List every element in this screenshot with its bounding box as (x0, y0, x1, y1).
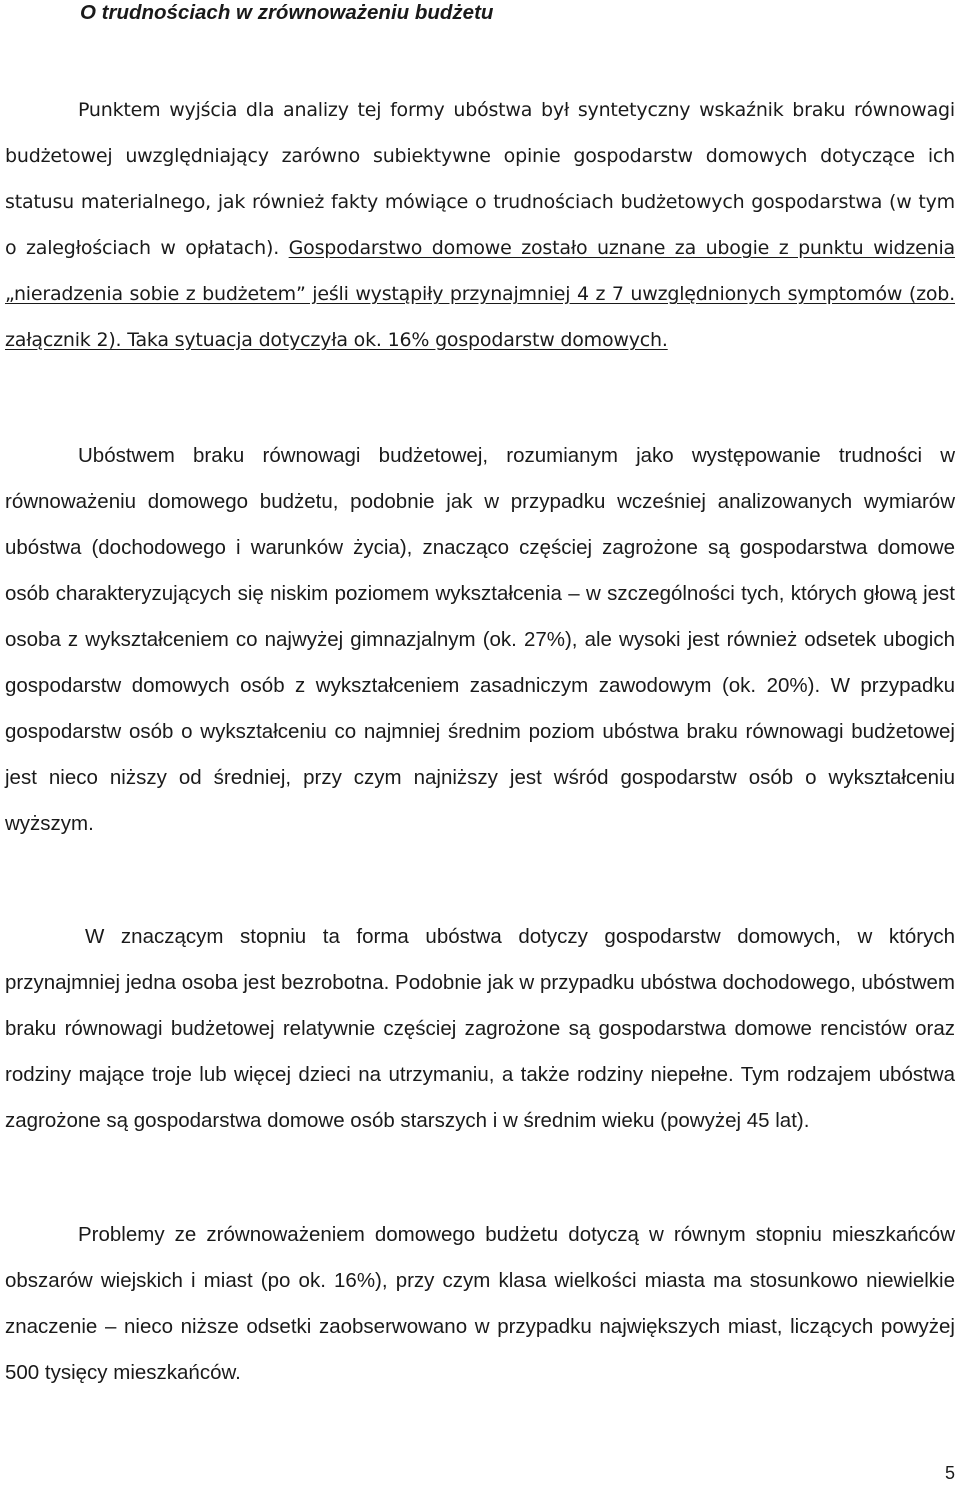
underlined-definition: Gospodarstwo domowe zostało uznane za ubogie z punktu widzenia „nieradzenia sobie z budżetem” jeśli wystąpiły przynajmniej 4 z 7 uwzględnionych symptomów (zob. załącznik 2). Taka sytuacja dotyczyła ok. 16% gospodarstw domowych. (5, 237, 955, 351)
paragraph-education: Ubóstwem braku równowagi budżetowej, rozumianym jako występowanie trudności w równoważeniu domowego budżetu, podobnie jak w przypadku wcześniej analizowanych wymiarów ubóstwa (dochodowego i warunków życia), znacząco częściej zagrożone są gospodarstwa domowe osób charakteryzujących się niskim poziomem wykształcenia – w szczególności tych, których głową jest osoba z wykształceniem co najwyżej gimnazjalnym (ok. 27%), ale wysoki jest również odsetek ubogich gospodarstw domowych osób z wykształceniem zasadniczym zawodowym (ok. 20%). W przypadku gospodarstw osób o wykształceniu co najmniej średnim poziom ubóstwa braku równowagi budżetowej jest nieco niższy od średniej, przy czym najniższy jest wśród gospodarstw osób o wykształceniu wyższym. (5, 444, 955, 835)
paragraph-method (5, 87, 955, 363)
page-number: 5 (944, 1463, 955, 1483)
paragraph-household-types: W znaczącym stopniu ta forma ubóstwa dotyczy gospodarstw domowych, w których przynajmniej jedna osoba jest bezrobotna. Podobnie jak w przypadku ubóstwa dochodowego, ubóstwem braku równowagi budżetowej relatywnie częściej zagrożone są gospodarstwa domowe rencistów oraz rodziny mające troje lub więcej dzieci na utrzymaniu, a także rodziny niepełne. Tym rodzajem ubóstwa zagrożone są gospodarstwa domowe osób starszych i w średnim wieku (powyżej 45 lat). (5, 925, 955, 1132)
paragraph-method-text: Punktem wyjścia dla analizy tej formy ubóstwa był syntetyczny wskaźnik braku równowagi budżetowej uwzględniający zarówno subiektywne opinie gospodarstw domowych dotyczące ich statusu materialnego, jak również fakty mówiące o trudnościach budżetowych gospodarstwa (w tym o zaległościach w opłatach). (5, 99, 955, 259)
section-title: O trudnościach w zrównoważeniu budżetu (80, 1, 494, 24)
paragraph-place-of-residence: Problemy ze zrównoważeniem domowego budżetu dotyczą w równym stopniu mieszkańców obszarów wiejskich i miast (po ok. 16%), przy czym klasa wielkości miasta ma stosunkowo niewielkie znaczenie – nieco niższe odsetki zaobserwowano w przypadku największych miast, liczących powyżej 500 tysięcy mieszkańców. (5, 1223, 955, 1384)
